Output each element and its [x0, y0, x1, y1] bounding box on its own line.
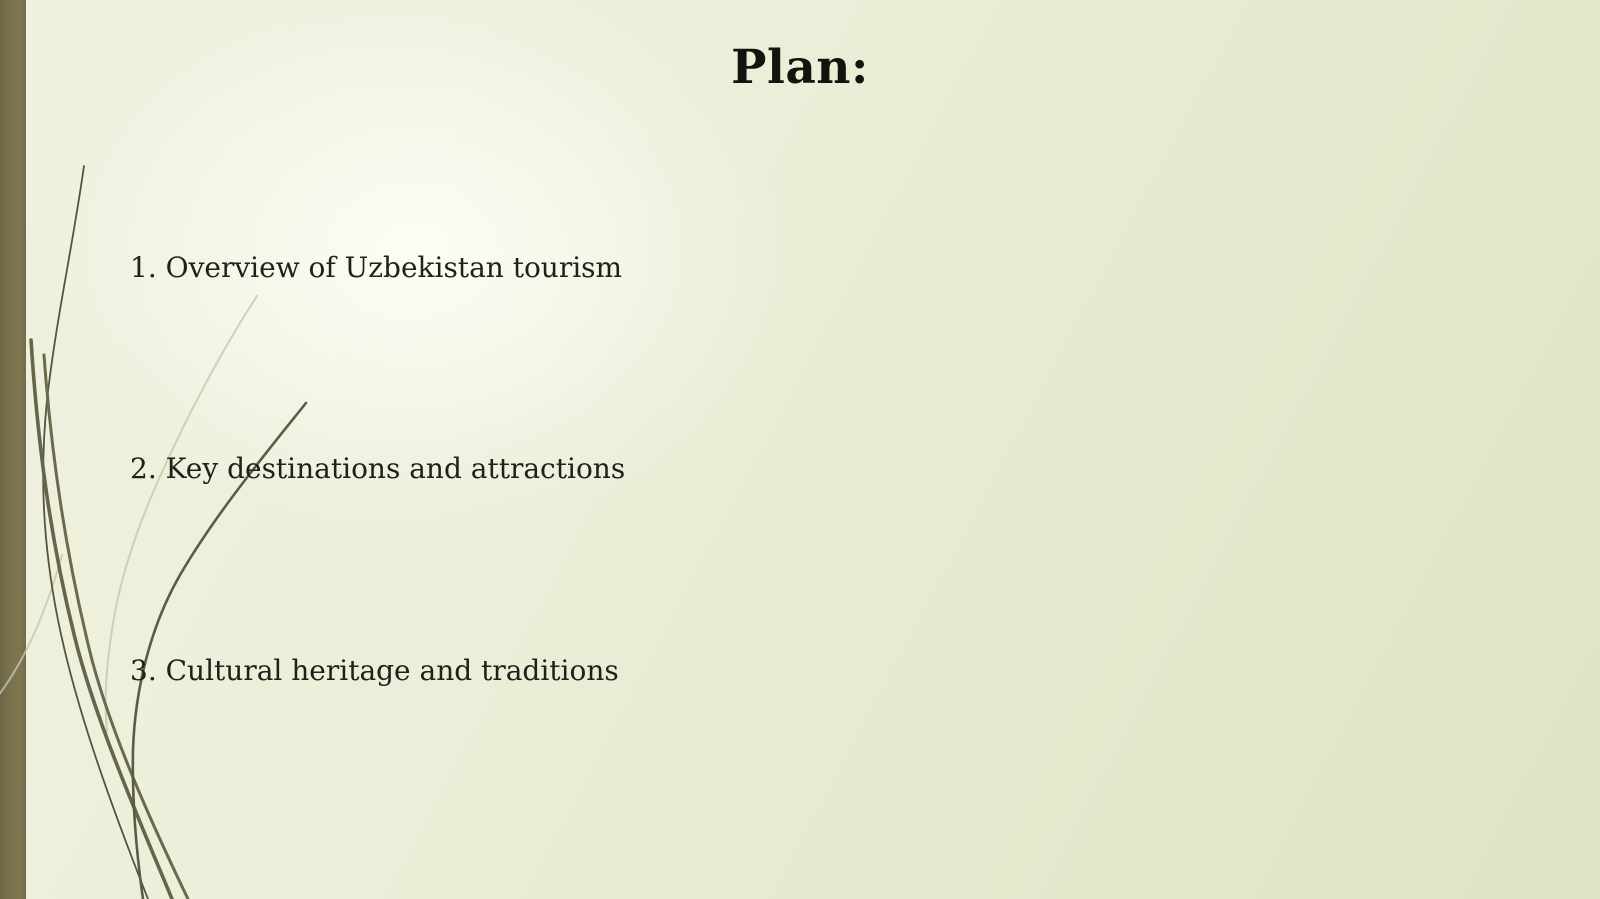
plan-item: 1. Overview of Uzbekistan tourism: [130, 251, 623, 284]
plan-list: [130, 0, 1030, 899]
left-accent-bar: [0, 0, 26, 899]
plan-item: 2. Key destinations and attractions: [130, 452, 626, 485]
plan-item: 3. Cultural heritage and traditions: [130, 654, 619, 687]
page-title: Plan:: [731, 40, 869, 95]
